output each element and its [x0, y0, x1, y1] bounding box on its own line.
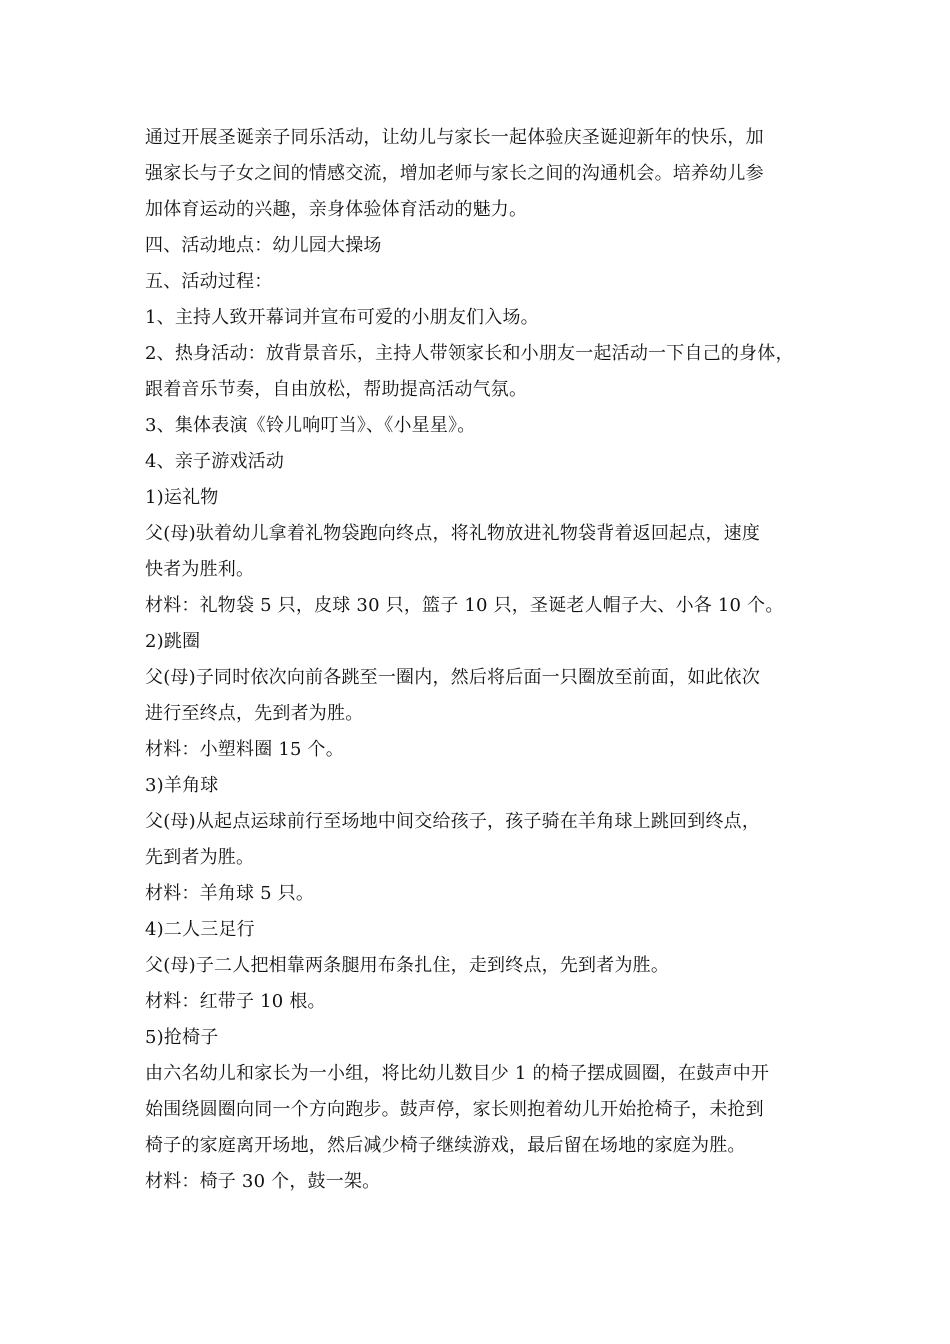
process-step-2: 2、热身活动：放背景音乐，主持人带领家长和小朋友一起活动一下自己的身体，: [145, 343, 794, 364]
intro-line-1: 通过开展圣诞亲子同乐活动，让幼儿与家长一起体验庆圣诞迎新年的快乐，加: [145, 127, 764, 148]
game-4-materials: 材料：红带子 10 根。: [145, 991, 326, 1012]
game-1-materials: 材料：礼物袋 5 只，皮球 30 只，篮子 10 只，圣诞老人帽子大、小各 10 个。: [145, 595, 784, 616]
game-4-title: 4)二人三足行: [145, 919, 255, 940]
game-4-desc: 父(母)子二人把相靠两条腿用布条扎住，走到终点，先到者为胜。: [145, 955, 670, 976]
process-step-2-cont: 跟着音乐节奏，自由放松，帮助提高活动气氛。: [145, 379, 528, 400]
game-5-desc: 由六名幼儿和家长为一小组，将比幼儿数目少 1 的椅子摆成圆圈，在鼓声中开: [145, 1063, 770, 1084]
process-step-3: 3、集体表演《铃儿响叮当》、《小星星》。: [145, 415, 476, 436]
game-5-desc-cont-2: 椅子的家庭离开场地，然后减少椅子继续游戏，最后留在场地的家庭为胜。: [145, 1135, 746, 1156]
section-heading-location: 四、活动地点：幼儿园大操场: [145, 235, 382, 256]
intro-line-2: 强家长与子女之间的情感交流，增加老师与家长之间的沟通机会。培养幼儿参: [145, 163, 764, 184]
game-2-title: 2)跳圈: [145, 631, 201, 652]
game-3-title: 3)羊角球: [145, 775, 219, 796]
intro-line-3: 加体育运动的兴趣，亲身体验体育活动的魅力。: [145, 199, 528, 220]
game-3-desc-cont: 先到者为胜。: [145, 847, 255, 868]
game-2-materials: 材料：小塑料圈 15 个。: [145, 739, 344, 760]
section-heading-process: 五、活动过程：: [145, 271, 273, 292]
game-5-desc-cont-1: 始围绕圆圈向同一个方向跑步。鼓声停，家长则抱着幼儿开始抢椅子，未抢到: [145, 1099, 764, 1120]
document-body: [145, 120, 825, 1200]
process-step-4: 4、亲子游戏活动: [145, 451, 285, 472]
game-1-title: 1)运礼物: [145, 487, 219, 508]
game-2-desc-cont: 进行至终点，先到者为胜。: [145, 703, 364, 724]
game-2-desc: 父(母)子同时依次向前各跳至一圈内，然后将后面一只圈放至前面，如此依次: [145, 667, 761, 688]
game-3-desc: 父(母)从起点运球前行至场地中间交给孩子，孩子骑在羊角球上跳回到终点，: [145, 811, 761, 832]
game-1-desc: 父(母)驮着幼儿拿着礼物袋跑向终点，将礼物放进礼物袋背着返回起点，速度: [145, 523, 761, 544]
game-1-desc-cont: 快者为胜利。: [145, 559, 255, 580]
process-step-1: 1、主持人致开幕词并宣布可爱的小朋友们入场。: [145, 307, 539, 328]
game-3-materials: 材料：羊角球 5 只。: [145, 883, 315, 904]
game-5-title: 5)抢椅子: [145, 1027, 219, 1048]
game-5-materials: 材料：椅子 30 个，鼓一架。: [145, 1171, 381, 1192]
